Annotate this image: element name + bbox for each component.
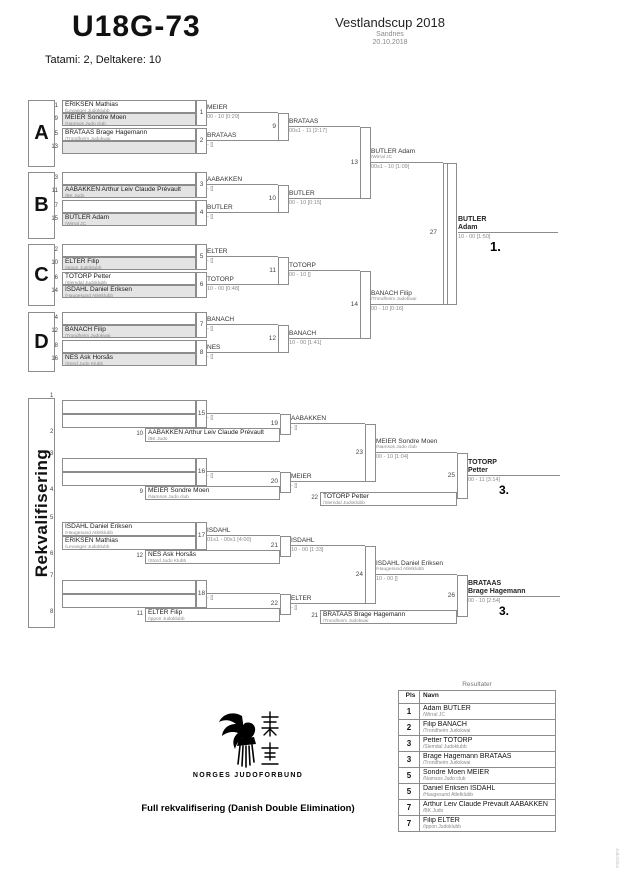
category-title: U18G-73 (72, 10, 201, 43)
competitor-name: ERIKSEN Mathias (65, 101, 119, 108)
competitor-club: /Ippon Judoklubb (148, 616, 185, 622)
match-bracket (457, 575, 468, 617)
competitor-slot (320, 610, 457, 624)
results-header-row (399, 691, 556, 704)
match-number: 1 (199, 109, 204, 116)
match-number: 16 (197, 468, 206, 475)
result-row (399, 800, 556, 816)
match-number: 2 (199, 137, 204, 144)
third-place-label: 3. (499, 483, 510, 497)
seed-number: 2 (54, 247, 58, 253)
match-bracket (280, 414, 291, 435)
competitor-slot (62, 353, 196, 366)
winner-club: /Wirral JC (371, 155, 393, 160)
seed-number: 3 (50, 451, 54, 457)
winner-name: Brage Hagemann (468, 588, 526, 595)
match-number: 18 (197, 590, 206, 597)
match-winner (207, 405, 280, 421)
winner-name: ISDAHL (207, 527, 280, 536)
match-number: 13 (350, 159, 358, 166)
match-number: 15 (197, 410, 206, 417)
match-winner (207, 344, 278, 360)
winner-name: BUTLER (207, 204, 278, 213)
winner-name: BANACH (289, 330, 360, 339)
competitor-slot (62, 472, 196, 486)
competitor-slot (62, 325, 196, 338)
watermark: JudoShiai (615, 848, 620, 868)
competitor-name: AABAKKEN Arthur Leiv Claude Prévault (65, 186, 181, 193)
winner-name: AABAKKEN (207, 176, 278, 185)
result-place: 1 (399, 704, 420, 720)
competitor-slot (62, 141, 196, 154)
match-winner (376, 560, 457, 582)
match-winner (291, 595, 365, 611)
match-score: 00 - 10 [2:54] (468, 598, 501, 604)
seed-number: 6 (50, 551, 54, 557)
njf-logo-icon (212, 710, 282, 775)
competitor-slot (62, 272, 196, 285)
seed-number: 5 (54, 131, 58, 137)
event-date: 20.10.2018 (372, 39, 408, 46)
match-winner (207, 176, 278, 192)
winner-name: TOTORP (207, 276, 278, 285)
competitor-club: /Slemdal Judoklubb (65, 280, 107, 285)
winner-name (207, 405, 280, 414)
match-score: 10 - 00 [0:48] (207, 286, 240, 292)
winner-club: /Trondheim Judokwai (371, 297, 417, 302)
match-winner (207, 204, 278, 220)
competitor-slot (62, 244, 196, 257)
match-score: - [] (207, 214, 214, 220)
result-row (399, 784, 556, 800)
winner-club: /Haugesund Atletklubb (376, 567, 425, 572)
result-club: /Wirral JC (423, 712, 445, 718)
match-winner (289, 118, 360, 134)
match-score: 01s1 - 00s1 [4:00] (207, 537, 252, 543)
competitor-club: /Levanger Judoklubb (65, 544, 110, 550)
match-winner (468, 580, 560, 604)
match-bracket (365, 546, 376, 604)
competitor-slot (62, 400, 196, 414)
pool-label-d: D (28, 312, 55, 372)
competitor-name: TOTORP Petter (65, 273, 111, 280)
competitor-name: ELTER Filip (148, 609, 183, 616)
match-bracket (280, 536, 291, 557)
match-number: 24 (355, 571, 363, 578)
federation-name: NORGES JUDOFORBUND (192, 772, 304, 779)
winner-name: Petter (468, 467, 488, 474)
match-winner (291, 537, 365, 553)
match-score: 00 - 10 [1:04] (376, 454, 409, 460)
competitor-slot (62, 257, 196, 270)
match-score: - [] (207, 595, 214, 601)
match-bracket (278, 257, 289, 285)
result-club: /Ippon Judoklubb (423, 824, 462, 830)
seed-number: 4 (50, 487, 54, 493)
winner-name: BANACH (207, 316, 278, 325)
match-number: 12 (268, 335, 276, 342)
match-winner (289, 190, 360, 206)
match-winner (291, 415, 365, 431)
entry-number: 9 (139, 489, 143, 495)
competitor-club: /Namsos Judo club (65, 121, 106, 126)
final-bracket (443, 163, 457, 305)
competitor-slot (62, 172, 196, 185)
winner-name: BRATAAS (468, 580, 502, 587)
winner-name: BUTLER (289, 190, 360, 199)
seed-number: 8 (54, 343, 58, 349)
match-bracket (278, 325, 289, 353)
competitor-club: /Stord Judo Klubb (65, 361, 104, 366)
seed-number: 15 (51, 216, 58, 222)
match-winner (207, 463, 280, 479)
result-club: /Namsos Judo club (423, 776, 466, 782)
competitor-slot (145, 486, 280, 500)
winner-name (207, 463, 280, 472)
match-winner (289, 330, 360, 346)
repechage-label: Rekvalifisering (28, 398, 55, 628)
event-venue: Sandnes (376, 31, 404, 38)
match-bracket (360, 127, 371, 199)
results-title: Resultater (462, 681, 492, 688)
match-score: 00s1 - 10 [1:09] (371, 164, 410, 170)
seed-number: 1 (50, 393, 54, 399)
pool-label-b: B (28, 172, 55, 239)
competitor-slot (62, 285, 196, 298)
entry-number: 22 (311, 495, 318, 501)
competitor-name: AABAKKEN Arthur Leiv Claude Prévault (148, 429, 264, 436)
seed-number: 5 (50, 515, 54, 521)
seed-number: 12 (51, 328, 58, 334)
match-number: 6 (199, 281, 204, 288)
result-row (399, 768, 556, 784)
competitor-slot (62, 200, 196, 213)
seed-number: 11 (51, 188, 58, 194)
competitor-name: ISDAHL Daniel Eriksen (65, 523, 132, 530)
match-winner (289, 262, 360, 278)
seed-number: 3 (54, 175, 58, 181)
competitor-slot (62, 580, 196, 594)
match-winner (207, 104, 278, 120)
competitor-name: NES Ask Horsås (148, 551, 197, 558)
competitor-name: BRATAAS Brage Hagemann (65, 129, 148, 136)
competitor-club: /Trondheim Judokwai (65, 136, 111, 141)
result-place: 5 (399, 768, 420, 784)
result-name: Arthur Leiv Claude Prévault AABAKKEN (423, 801, 548, 808)
match-score: - [] (207, 142, 214, 148)
competitor-club: /Trondheim Judokwai (323, 618, 369, 624)
result-club: /Trondheim Judokwai (423, 728, 471, 734)
winner-name: BUTLER Adam (371, 148, 416, 155)
match-score: - [] (207, 415, 214, 421)
competitor-name: NES Ask Horsås (65, 354, 114, 361)
winner-name: MEIER (291, 473, 365, 482)
match-number: 23 (355, 449, 363, 456)
match-number: 3 (199, 181, 204, 188)
result-club: /BK Judo (423, 808, 444, 814)
competitor-slot (145, 550, 280, 564)
match-bracket (280, 594, 291, 615)
result-row (399, 704, 556, 720)
seed-number: 6 (54, 275, 58, 281)
match-score: - [] (207, 354, 214, 360)
match-score: 00 - 10 [] (289, 272, 311, 278)
result-name: Adam BUTLER (423, 705, 471, 712)
match-number: 21 (270, 542, 278, 549)
result-place: 2 (399, 720, 420, 736)
result-row (399, 816, 556, 832)
seed-number: 7 (54, 203, 58, 209)
competitor-slot (62, 536, 196, 550)
winner-name: ELTER (207, 248, 278, 257)
match-number: 7 (199, 321, 204, 328)
competitor-club: /Slemdal Judoklubb (323, 500, 365, 506)
winner-name: NES (207, 344, 278, 353)
match-number: 11 (269, 267, 276, 274)
competitor-name: ERIKSEN Mathias (65, 537, 119, 544)
match-score: - [] (291, 605, 298, 611)
seed-number: 1 (54, 103, 58, 109)
match-number: 8 (199, 349, 204, 356)
match-winner (207, 248, 278, 264)
competitor-slot (62, 128, 196, 141)
third-place-label: 3. (499, 604, 510, 618)
winner-name: TOTORP (289, 262, 360, 271)
competitor-slot (145, 428, 280, 442)
competitor-club: /Levanger Judoklubb (65, 108, 110, 113)
competitor-club: /Namsos Judo club (148, 494, 189, 500)
match-number: 5 (199, 253, 204, 260)
entry-number: 21 (311, 613, 318, 619)
results-col-navn: Navn (420, 691, 556, 704)
winner-name: BRATAAS (289, 118, 360, 127)
match-score: - [] (207, 258, 214, 264)
result-name: Daniel Eriksen ISDAHL (423, 785, 496, 792)
match-score: 00 - 10 [0:16] (371, 306, 404, 312)
match-score: 10 - 00 [1:41] (289, 340, 322, 346)
result-place: 5 (399, 784, 420, 800)
result-name: Petter TOTORP (423, 737, 473, 744)
seed-number: 16 (51, 356, 58, 362)
competitor-name: BANACH Filip (65, 326, 106, 333)
match-winner (371, 290, 443, 312)
competitor-slot (145, 608, 280, 622)
competitor-club: /BK Judo (148, 436, 168, 442)
winner-name (207, 585, 280, 594)
seed-number: 13 (51, 144, 58, 150)
match-score: - [] (207, 473, 214, 479)
competitor-slot (62, 522, 196, 536)
winner-club: /Namsos Judo club (376, 445, 417, 450)
competitor-club: /BK Judo (65, 193, 85, 198)
results-col-pls: Pls (399, 691, 420, 704)
match-score: 10 - 00 [1:33] (291, 547, 324, 553)
seed-number: 9 (54, 116, 58, 122)
competitor-club: /Trondheim Judokwai (65, 333, 111, 338)
competitor-name: BUTLER Adam (65, 214, 110, 221)
result-name: Brage Hagemann BRATAAS (423, 753, 512, 760)
competitor-name: MEIER Sondre Moen (148, 487, 210, 494)
pool-label-a: A (28, 100, 55, 167)
match-score: - [] (207, 186, 214, 192)
competitor-slot (62, 213, 196, 226)
match-number: 10 (268, 195, 276, 202)
entry-number: 10 (136, 431, 143, 437)
system-note: Full rekvalifisering (Danish Double Elimination) (141, 803, 355, 814)
match-bracket (365, 424, 376, 482)
result-place: 3 (399, 736, 420, 752)
result-place: 3 (399, 752, 420, 768)
match-number: 14 (350, 301, 358, 308)
match-score: 10 - 00 [1:50] (458, 234, 491, 240)
competitor-club: /Haugesund Atletklubb (65, 293, 114, 298)
seed-number: 7 (50, 573, 54, 579)
result-name: Sondre Moen MEIER (423, 769, 490, 776)
competitor-name: ELTER Filip (65, 258, 100, 265)
pool-label-c: C (28, 244, 55, 306)
match-number: 9 (272, 123, 276, 130)
match-winner (207, 527, 280, 543)
competitor-name: BRATAAS Brage Hagemann (323, 611, 406, 618)
match-winner (207, 132, 278, 148)
competitor-club: /Stord Judo Klubb (148, 558, 187, 564)
match-bracket (457, 453, 468, 499)
match-winner (468, 459, 560, 483)
result-row (399, 736, 556, 752)
result-place: 7 (399, 816, 420, 832)
match-winner (207, 276, 278, 292)
match-bracket (278, 113, 289, 141)
event-name: Vestlandscup 2018 (335, 15, 445, 30)
winner-name: ELTER (291, 595, 365, 604)
tatami-info: Tatami: 2, Deltakere: 10 (45, 54, 162, 66)
competitor-club: /Haugesund Atletklubb (65, 530, 114, 536)
winner-name: Adam (458, 224, 478, 231)
result-name: Filip BANACH (423, 721, 467, 728)
competitor-slot (62, 458, 196, 472)
match-number: 20 (270, 478, 278, 485)
results-table (398, 690, 556, 832)
competitor-slot (62, 340, 196, 353)
final-winner (458, 216, 558, 240)
match-number: 19 (270, 420, 278, 427)
final-bracket-inner-line (447, 163, 448, 305)
match-score: - [] (207, 326, 214, 332)
result-row (399, 752, 556, 768)
match-number: 25 (447, 472, 455, 479)
winner-name: AABAKKEN (291, 415, 365, 424)
result-row (399, 720, 556, 736)
competitor-club: /Wirral JC (65, 221, 87, 226)
winner-name: BUTLER (458, 216, 487, 223)
competitor-slot (62, 100, 196, 113)
match-bracket (278, 185, 289, 213)
match-winner (207, 316, 278, 332)
match-number: 17 (197, 532, 206, 539)
competitor-slot (62, 594, 196, 608)
result-name: Filip ELTER (423, 817, 460, 824)
winner-name: TOTORP (468, 459, 497, 466)
match-score: 00s1 - 11 [2:17] (289, 128, 327, 134)
result-club: /Haugesund Atletklubb (423, 792, 474, 798)
competitor-slot (62, 113, 196, 126)
result-club: /Slemdal Judoklubb (423, 744, 467, 750)
match-winner (291, 473, 365, 489)
winner-name: ISDAHL (291, 537, 365, 546)
seed-number: 8 (50, 609, 54, 615)
entry-number: 12 (136, 553, 143, 559)
competitor-name: MEIER Sondre Moen (65, 114, 127, 121)
first-place-label: 1. (490, 239, 501, 254)
match-bracket (280, 472, 291, 493)
match-winner (376, 438, 457, 460)
seed-number: 2 (50, 429, 54, 435)
competitor-slot (320, 492, 457, 506)
winner-name: MEIER Sondre Moen (376, 438, 438, 445)
seed-number: 14 (51, 288, 58, 294)
winner-name: MEIER (207, 104, 278, 113)
match-winner (207, 585, 280, 601)
result-place: 7 (399, 800, 420, 816)
competitor-slot (62, 414, 196, 428)
match-score: - [] (291, 425, 298, 431)
match-number: 22 (270, 600, 278, 607)
match-score: 10 - 00 [] (376, 576, 398, 582)
competitor-slot (62, 312, 196, 325)
winner-name: BRATAAS (207, 132, 278, 141)
match-score: 00 - 10 [0:15] (289, 200, 322, 206)
competitor-club: /Ippon Judoklubb (65, 265, 102, 270)
seed-number: 4 (54, 315, 58, 321)
match-winner (371, 148, 443, 170)
match-score: 00 - 10 [0:29] (207, 114, 240, 120)
match-score: 00 - 11 [3:14] (468, 477, 501, 483)
match-bracket (360, 271, 371, 339)
competitor-name: TOTORP Petter (323, 493, 369, 500)
match-number: 4 (199, 209, 204, 216)
competitor-slot (62, 185, 196, 198)
result-club: /Trondheim Judokwai (423, 760, 471, 766)
seed-number: 10 (51, 260, 58, 266)
match-score: - [] (291, 483, 298, 489)
match-number: 26 (447, 592, 455, 599)
match-number: 27 (429, 229, 437, 236)
winner-name: BANACH Filip (371, 290, 412, 297)
entry-number: 11 (136, 611, 143, 617)
competitor-name: ISDAHL Daniel Eriksen (65, 286, 132, 293)
winner-name: ISDAHL Daniel Eriksen (376, 560, 443, 567)
